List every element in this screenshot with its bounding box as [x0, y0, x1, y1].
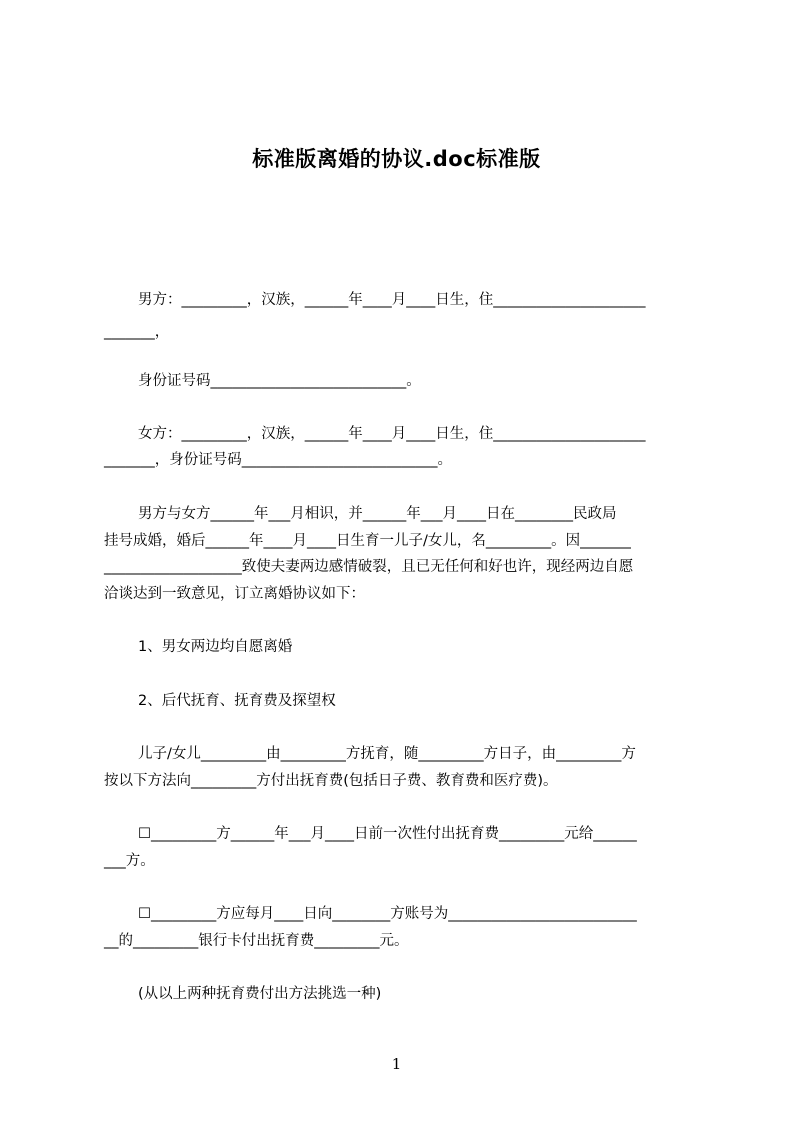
option-monthly-line-2: __的_________银行卡付出抚育费_________元。	[104, 933, 409, 949]
clause-1: 1、男女两边均自愿离婚	[138, 639, 293, 655]
male-id-line: 身份证号码___________________________。	[138, 373, 421, 389]
marriage-info-line-3: ___________________致使夫妻两边感情破裂，且已无任何和好也许，现经两边自愿	[104, 559, 634, 575]
clause-2-heading: 2、后代抚育、抚育费及探望权	[138, 693, 336, 709]
page-number: 1	[391, 1055, 402, 1073]
marriage-info-line-1: 男方与女方______年___月相识，并______年___月____日在________民政局	[138, 506, 617, 522]
marriage-info-line-4: 洽谈达到一致意见，订立离婚协议如下：	[104, 586, 365, 602]
option-lump-sum-line-1: ☐_________方______年___月____日前一次性付出抚育费_________元给______	[138, 826, 637, 842]
marriage-info-line-2: 挂号成婚，婚后______年____月____日生育一儿子/女儿，名_________。因_______	[104, 533, 631, 549]
male-party-line-cont: _______，	[104, 324, 170, 340]
document-title: 标准版离婚的协议.doc标准版	[252, 147, 541, 171]
female-party-line-cont: _______，身份证号码___________________________。	[104, 452, 452, 468]
custody-line-2: 按以下方法向_________方付出抚育费(包括日子费、教育费和医疗费)。	[104, 773, 558, 789]
option-monthly-line-1: ☐_________方应每月____日向________方账号为__________________________	[138, 906, 637, 922]
female-party-line: 女方：_________，汉族，______年____月____日生，住_____________________	[138, 426, 646, 442]
option-note: (从以上两种抚育费付出方法挑选一种)	[138, 986, 382, 1002]
male-party-line: 男方：_________，汉族，______年____月____日生，住_____________________	[138, 292, 646, 308]
custody-line-1: 儿子/女儿_________由_________方抚育，随_________方日子，由_________方	[138, 746, 636, 762]
option-lump-sum-line-2: ___方。	[104, 853, 155, 869]
